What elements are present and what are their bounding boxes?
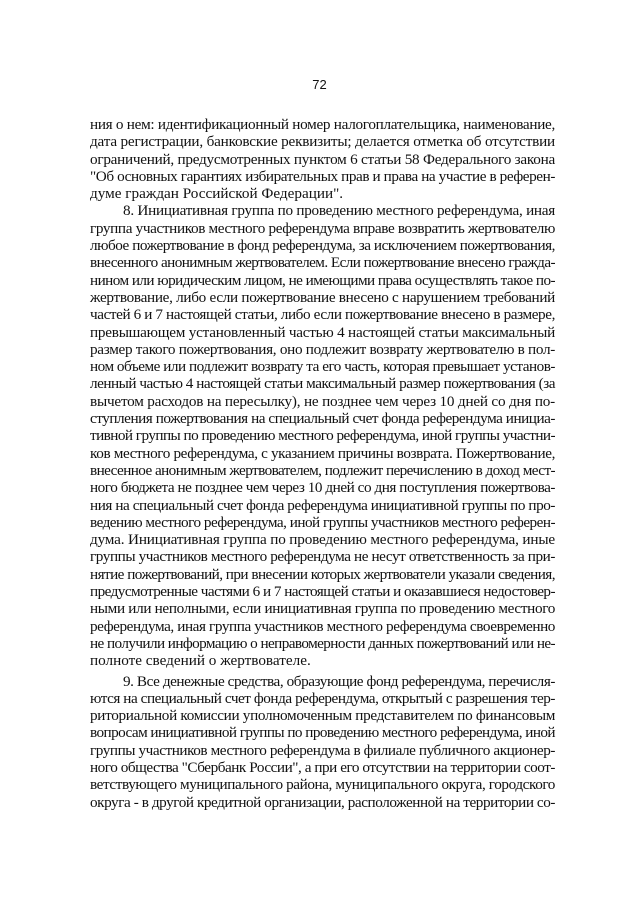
text-line: группы участников местного референдума в филиале публичного акционер- (90, 741, 555, 759)
text-line: ограничений, предусмотренных пунктом 6 статьи 58 Федерального закона (90, 150, 555, 168)
text-line: жертвование, либо если пожертвование внесено с нарушением требований (90, 288, 555, 306)
text-line: тивной группы по проведению местного референдума, иной группы участни- (90, 427, 555, 445)
text-line: ния о нем: идентификационный номер налогоплательщика, наименование, (90, 116, 555, 133)
text-line: частей 6 и 7 настоящей статьи, либо если пожертвование внесено в размере, (90, 306, 555, 324)
text-line: вычетом расходов на пересылку), не позднее чем через 10 дней со дня по- (90, 392, 555, 410)
text-line: ков местного референдума, с указанием причины возврата. Пожертвование, (90, 444, 555, 462)
text-line: не получили информацию о неправомерности данных пожертвований или не- (90, 634, 555, 652)
text-line: референдума, иная группа участников местного референдума своевременно (90, 617, 555, 635)
text-line: ного бюджета не позднее чем через 10 дней со дня поступления пожертвова- (90, 479, 555, 497)
paragraph-8 (90, 202, 555, 669)
text-line: думе граждан Российской Федерации". (90, 185, 344, 203)
text-line: вопросам инициативной группы по проведению местного референдума, иной (90, 724, 555, 742)
text-line: округа - в другой кредитной организации, расположенной на территории со- (90, 793, 555, 811)
text-line: ются на специальный счет фонда референдума, открытый с разрешения тер- (90, 689, 555, 707)
text-line: ведению местного референдума, иной группы участников местного референ- (90, 513, 555, 531)
text-line: риториальной комиссии уполномоченным представителем по финансовым (90, 707, 555, 725)
text-line: внесенного анонимным жертвователем. Если пожертвование внесено гражда- (90, 254, 555, 272)
text-line: полноте сведений о жертвователе. (90, 652, 311, 670)
text-line: ном объеме или подлежит возврату та его часть, которая превышает установ- (90, 358, 555, 376)
text-line: размер такого пожертвования, оно подлежит возврату жертвователю в пол- (90, 340, 555, 358)
text-line: дума. Инициативная группа по проведению местного референдума, иные (90, 531, 555, 549)
text-line: группы участников местного референдума не несут ответственность за при- (90, 548, 555, 566)
text-line: внесенное анонимным жертвователем, подлежит перечислению в доход мест- (90, 461, 555, 479)
text-line: ленный частью 4 настоящей статьи максимальный размер пожертвования (за (90, 375, 555, 393)
text-line: нином или юридическим лицом, не имеющими права осуществлять такое по- (90, 271, 555, 289)
page-number: 72 (312, 77, 327, 92)
text-line: ного общества "Сбербанк России", а при его отсутствии на территории соот- (90, 758, 555, 776)
text-line: дата регистрации, банковские реквизиты; делается отметка об отсутствии (90, 133, 555, 151)
text-line: "Об основных гарантиях избирательных прав и права на участие в референ- (90, 167, 555, 185)
text-line: группа участников местного референдума вправе возвратить жертвователю (90, 219, 555, 237)
text-line: ными или неполными, если инициативная группа по проведению местного (90, 600, 555, 618)
paragraph-9 (90, 673, 555, 811)
text-line: любое пожертвование в фонд референдума, за исключением пожертвования, (90, 237, 555, 255)
text-line: превышающем установленный частью 4 настоящей статьи максимальный (90, 323, 555, 341)
paragraph-continuation (90, 116, 555, 202)
text-line: ветствующего муниципального района, муниципального округа, городского (90, 776, 555, 794)
text-line: ступления пожертвования на специальный счет фонда референдума инициа- (90, 410, 555, 428)
text-line: предусмотренные частями 6 и 7 настоящей статьи и оказавшиеся недостовер- (90, 583, 555, 601)
text-line: ния на специальный счет фонда референдума инициативной группы по про- (90, 496, 555, 514)
document-body (90, 116, 555, 811)
text-line: 8. Инициативная группа по проведению местного референдума, иная (123, 202, 555, 220)
text-line: 9. Все денежные средства, образующие фонд референдума, перечисля- (123, 672, 555, 690)
text-line: нятие пожертвований, при внесении которых жертвователи указали сведения, (90, 565, 555, 583)
